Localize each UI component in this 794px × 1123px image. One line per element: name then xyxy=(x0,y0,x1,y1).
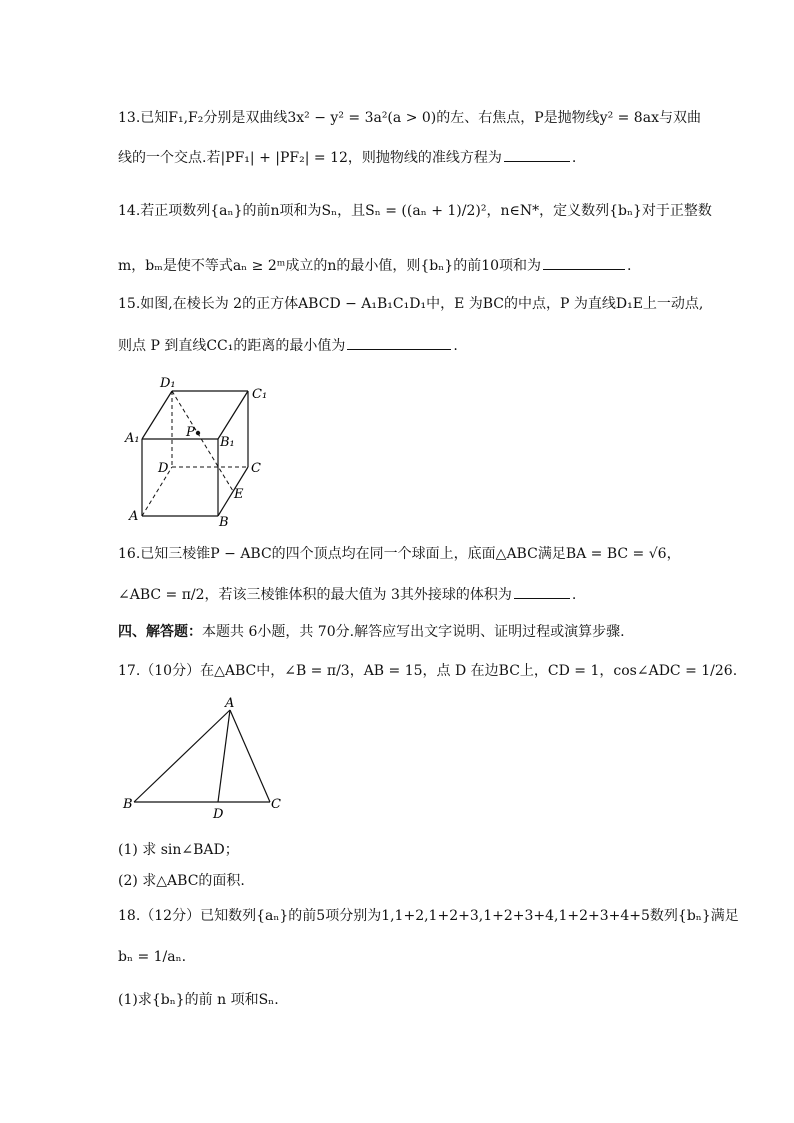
label-c1: C₁ xyxy=(252,387,268,402)
point-p xyxy=(196,431,200,435)
q16-line1: 16.已知三棱锥P − ABC的四个顶点均在同一个球面上，底面△ABC满足BA = BC = √6， xyxy=(118,546,681,562)
q13-line2-text: 线的一个交点.若|PF₁| + |PF₂| = 12，则抛物线的准线方程为 xyxy=(118,150,502,166)
tri-label-b: B xyxy=(123,797,133,812)
q17-part2: (2) 求△ABC的面积. xyxy=(118,873,245,889)
label-p: P xyxy=(186,425,195,440)
label-d: D xyxy=(158,461,169,476)
q18-line2: bₙ = 1/aₙ. xyxy=(118,949,187,965)
tri-label-d: D xyxy=(213,807,224,822)
section4-text: 本题共 6小题，共 70分.解答应写出文字说明、证明过程或演算步骤. xyxy=(202,624,625,640)
side-ac xyxy=(230,710,270,802)
label-a1: A₁ xyxy=(125,431,140,446)
q13-line2 xyxy=(118,147,576,168)
q16-answer-blank xyxy=(514,584,570,599)
section4-heading xyxy=(118,622,625,642)
q15-line1: 15.如图,在棱长为 2的正方体ABCD − A₁B₁C₁D₁中，E 为BC的中点，P 为直线D₁E上一动点, xyxy=(118,296,704,312)
q13-end: . xyxy=(571,150,577,166)
q15-line2 xyxy=(118,335,458,356)
q15-line2-text: 则点 P 到直线CC₁的距离的最小值为 xyxy=(118,338,346,354)
q16-line2-text: ∠ABC = π/2，若该三棱锥体积的最大值为 3其外接球的体积为 xyxy=(118,587,512,603)
label-a: A xyxy=(129,509,139,524)
cube-figure xyxy=(120,370,280,530)
edge-b-c xyxy=(218,467,248,516)
q14-line1: 14.若正项数列{aₙ}的前n项和为Sₙ，且Sₙ = ((aₙ + 1)/2)²，n∈N*，定义数列{bₙ}对于正整数 xyxy=(118,203,712,219)
label-b1: B₁ xyxy=(220,435,235,450)
q14-line2 xyxy=(118,255,631,276)
label-e: E xyxy=(234,487,244,502)
q17-part1: (1) 求 sin∠BAD； xyxy=(118,842,239,858)
edge-a1-d1 xyxy=(142,391,172,439)
q16-line2 xyxy=(118,584,576,605)
q15-answer-blank xyxy=(347,335,451,350)
q18-line1: 18.（12分）已知数列{aₙ}的前5项分别为1,1+2,1+2+3,1+2+3+4,1+2+3+4+5数列{bₙ}满足 xyxy=(118,908,739,924)
q16-end: . xyxy=(571,587,577,603)
tri-label-c: C xyxy=(271,797,281,812)
triangle-figure xyxy=(118,696,298,826)
q15-end: . xyxy=(453,338,458,354)
segment-ad xyxy=(218,710,230,802)
label-b: B xyxy=(219,515,229,530)
q13-answer-blank xyxy=(504,147,570,162)
q14-answer-blank xyxy=(543,255,625,270)
label-d1: D₁ xyxy=(160,376,176,391)
tri-label-a: A xyxy=(225,696,235,711)
q14-line2-text: m，bₘ是使不等式aₙ ≥ 2ᵐ成立的n的最小值，则{bₙ}的前10项和为 xyxy=(118,258,542,274)
q14-end: . xyxy=(627,258,632,274)
label-c: C xyxy=(251,461,261,476)
q18-part1: (1)求{bₙ}的前 n 项和Sₙ. xyxy=(118,992,279,1008)
edge-b1-c1 xyxy=(218,391,248,439)
q13-line1: 13.已知F₁,F₂分别是双曲线3x² − y² = 3a²(a > 0)的左、右焦点，P是抛物线y² = 8ax与双曲 xyxy=(118,110,701,126)
side-ab xyxy=(134,710,230,802)
q17-line1: 17.（10分）在△ABC中，∠B = π/3，AB = 15，点 D 在边BC上，CD = 1，cos∠ADC = 1/26. xyxy=(118,663,738,679)
section4-title: 四、解答题： xyxy=(118,624,202,640)
